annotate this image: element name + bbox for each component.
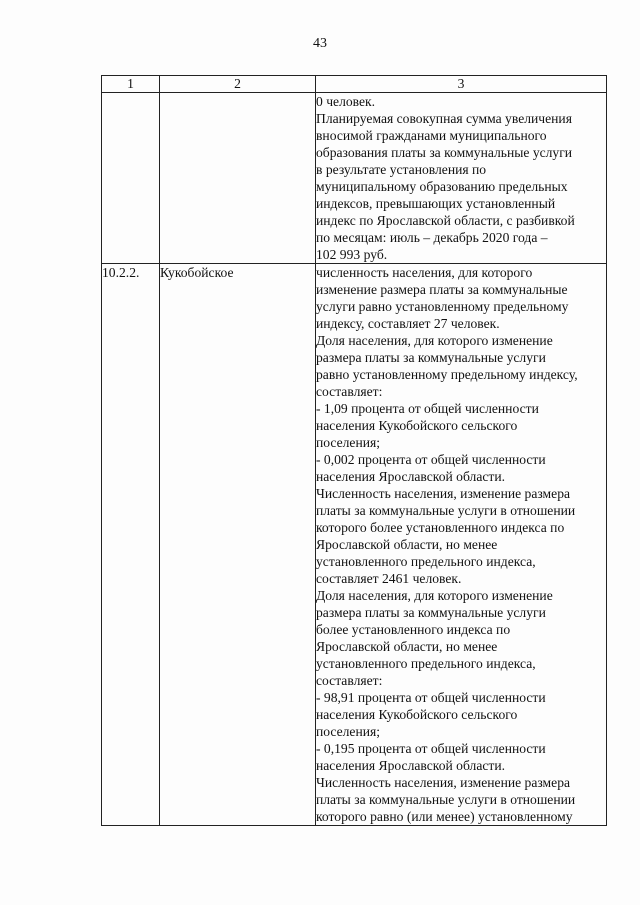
description-line: установленного предельного индекса, — [316, 554, 536, 569]
description-line: Численность населения, изменение размера — [316, 486, 571, 501]
description-line: - 1,09 процента от общей численности — [316, 401, 539, 416]
description-line: которого более установленного индекса по — [316, 520, 565, 535]
description-line: индексу, составляет 27 человек. — [316, 316, 500, 331]
description-line: - 0,195 процента от общей численности — [316, 741, 546, 756]
table-row — [102, 93, 607, 264]
description-line: в результате установления по — [316, 162, 487, 177]
column-header-2: 2 — [160, 76, 316, 93]
description-line: 0 человек. — [316, 94, 376, 109]
column-header-1: 1 — [102, 76, 160, 93]
description-line: Ярославской области, но менее — [316, 537, 498, 552]
description-line: услуги равно установленному предельному — [316, 299, 569, 314]
description-line: составляет: — [316, 673, 383, 688]
description-line: Доля населения, для которого изменение — [316, 588, 553, 603]
description-line: населения Кукобойского сельского — [316, 418, 518, 433]
page-number: 43 — [313, 36, 327, 51]
description-line: составляет: — [316, 384, 383, 399]
description-line: населения Кукобойского сельского — [316, 707, 518, 722]
table-header-row — [102, 76, 607, 93]
description-line: индексов, превышающих установленный — [316, 196, 556, 211]
description-line: установленного предельного индекса, — [316, 656, 536, 671]
description-line: платы за коммунальные услуги в отношении — [316, 792, 576, 807]
row-number-cell — [102, 93, 160, 264]
row-number-cell: 10.2.2. — [102, 264, 160, 826]
description-line: которого равно (или менее) установленному — [316, 809, 573, 824]
description-cell — [316, 93, 607, 264]
description-line: Планируемая совокупная сумма увеличения — [316, 111, 572, 126]
description-line: образования платы за коммунальные услуги — [316, 145, 573, 160]
description-line: - 98,91 процента от общей численности — [316, 690, 546, 705]
description-line: изменение размера платы за коммунальные — [316, 282, 568, 297]
description-line: населения Ярославской области. — [316, 469, 506, 484]
description-line: составляет 2461 человек. — [316, 571, 462, 586]
description-line: 102 993 руб. — [316, 247, 388, 262]
description-line: поселения; — [316, 724, 381, 739]
municipality-name-cell: Кукобойское — [160, 264, 316, 826]
description-line: Доля населения, для которого изменение — [316, 333, 553, 348]
description-line: по месяцам: июль – декабрь 2020 года – — [316, 230, 548, 245]
description-line: численность населения, для которого — [316, 265, 533, 280]
description-line: размера платы за коммунальные услуги — [316, 350, 546, 365]
description-line: населения Ярославской области. — [316, 758, 506, 773]
description-line: индекс по Ярославской области, с разбивкой — [316, 213, 575, 228]
document-table — [101, 75, 607, 826]
column-header-3: 3 — [316, 76, 607, 93]
description-cell — [316, 264, 607, 826]
description-line: - 0,002 процента от общей численности — [316, 452, 546, 467]
description-line: вносимой гражданами муниципального — [316, 128, 547, 143]
description-line: поселения; — [316, 435, 381, 450]
description-line: Ярославской области, но менее — [316, 639, 498, 654]
table-row — [102, 264, 607, 826]
description-line: более установленного индекса по — [316, 622, 511, 637]
description-line: Численность населения, изменение размера — [316, 775, 571, 790]
municipality-name-cell — [160, 93, 316, 264]
description-line: муниципальному образованию предельных — [316, 179, 568, 194]
description-line: размера платы за коммунальные услуги — [316, 605, 546, 620]
description-line: равно установленному предельному индексу, — [316, 367, 578, 382]
description-line: платы за коммунальные услуги в отношении — [316, 503, 576, 518]
